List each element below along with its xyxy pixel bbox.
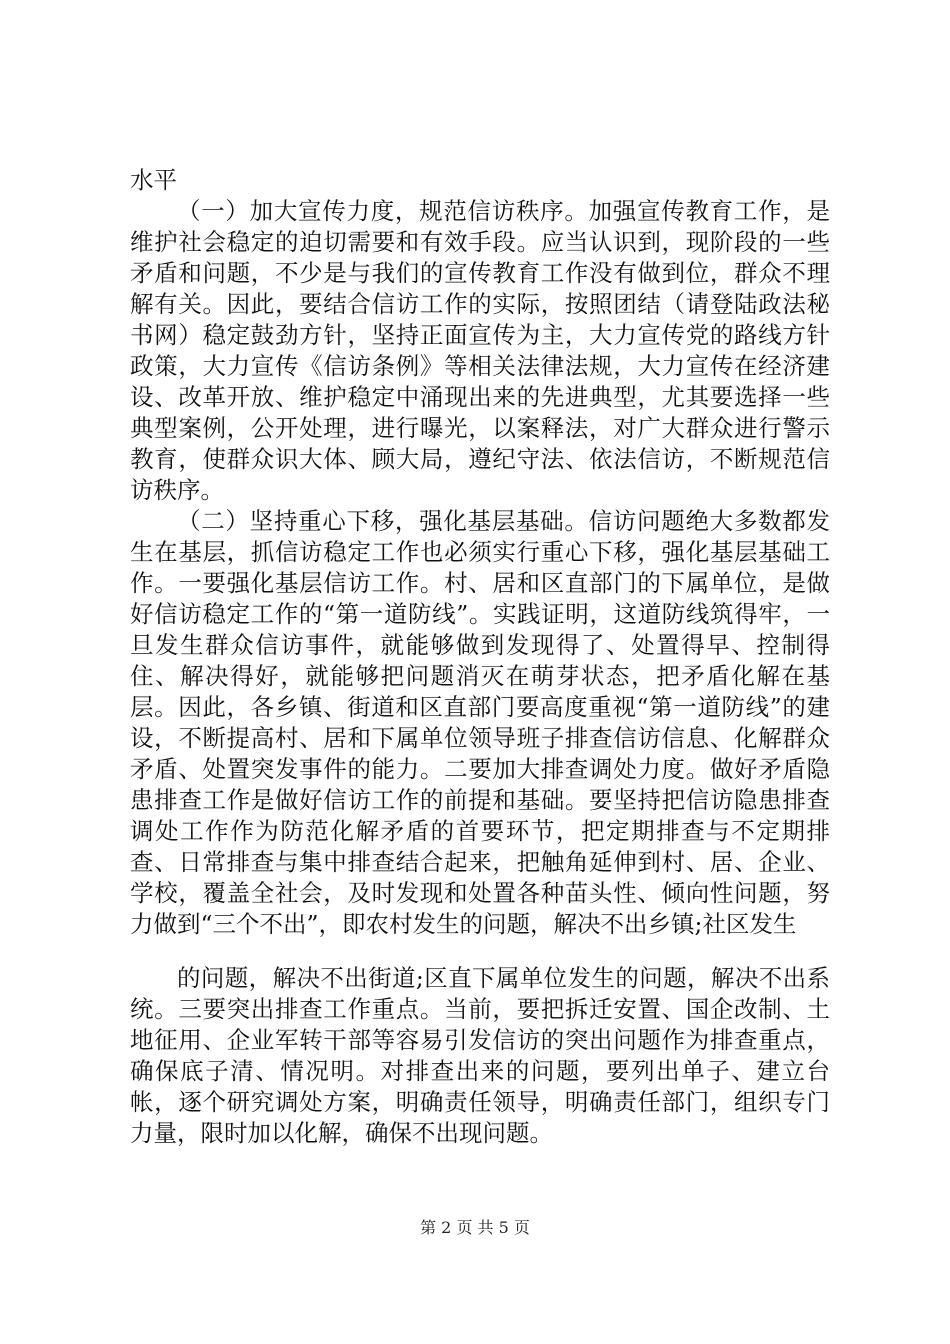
continuation-line: 水平 <box>130 166 177 194</box>
paragraph-continued: 的问题，解决不出街道;区直下属单位发生的问题，解决不出系统。三要突出排查工作重点。当前，要把拆迁安置、国企改制、土地征用、企业军转干部等容易引发信访的突出问题作为排查重点，确保底子清、情况明。对排查出来的问题，要列出单子、建立台帐，逐个研究调处方案，明确责任领导，明确责任部门，组织专门力量，限时加以化解，确保不出现问题。 <box>130 964 830 1147</box>
paragraph-grassroots: （二）坚持重心下移，强化基层基础。信访问题绝大多数都发生在基层，抓信访稳定工作也必须实行重心下移，强化基层基础工作。一要强化基层信访工作。村、居和区直部门的下属单位，是做好信访稳定工作的“第一道防线”。实践证明，这道防线筑得牢，一旦发生群众信访事件，就能够做到发现得了、处置得早、控制得住、解决得好，就能够把问题消灭在萌芽状态，把矛盾化解在基层。因此，各乡镇、街道和区直部门要高度重视“第一道防线”的建设，不断提高村、居和下属单位领导班子排查信访信息、化解群众矛盾、处置突发事件的能力。二要加大排查调处力度。做好矛盾隐患排查工作是做好信访工作的前提和基础。要坚持把信访隐患排查调处工作作为防范化解矛盾的首要环节，把定期排查与不定期排查、日常排查与集中排查结合起来，把触角延伸到村、居、企业、学校，覆盖全社会，及时发现和处置各种苗头性、倾向性问题，努力做到“三个不出”，即农村发生的问题，解决不出乡镇;社区发生 <box>130 507 830 938</box>
body-text-block <box>130 165 830 940</box>
body-text-block-continued <box>130 963 830 1149</box>
page-number-footer: 第 2 页 共 5 页 <box>420 1218 530 1237</box>
paragraph-publicity: （一）加大宣传力度，规范信访秩序。加强宣传教育工作，是维护社会稳定的迫切需要和有效手段。应当认识到，现阶段的一些矛盾和问题，不少是与我们的宣传教育工作没有做到位，群众不理解有关。因此，要结合信访工作的实际，按照团结（请登陆政法秘书网）稳定鼓劲方针，坚持正面宣传为主，大力宣传党的路线方针政策，大力宣传《信访条例》等相关法律法规，大力宣传在经济建设、改革开放、维护稳定中涌现出来的先进典型，尤其要选择一些典型案例，公开处理，进行曝光，以案释法，对广大群众进行警示教育，使群众识大体、顾大局，遵纪守法、依法信访，不断规范信访秩序。 <box>130 197 830 504</box>
